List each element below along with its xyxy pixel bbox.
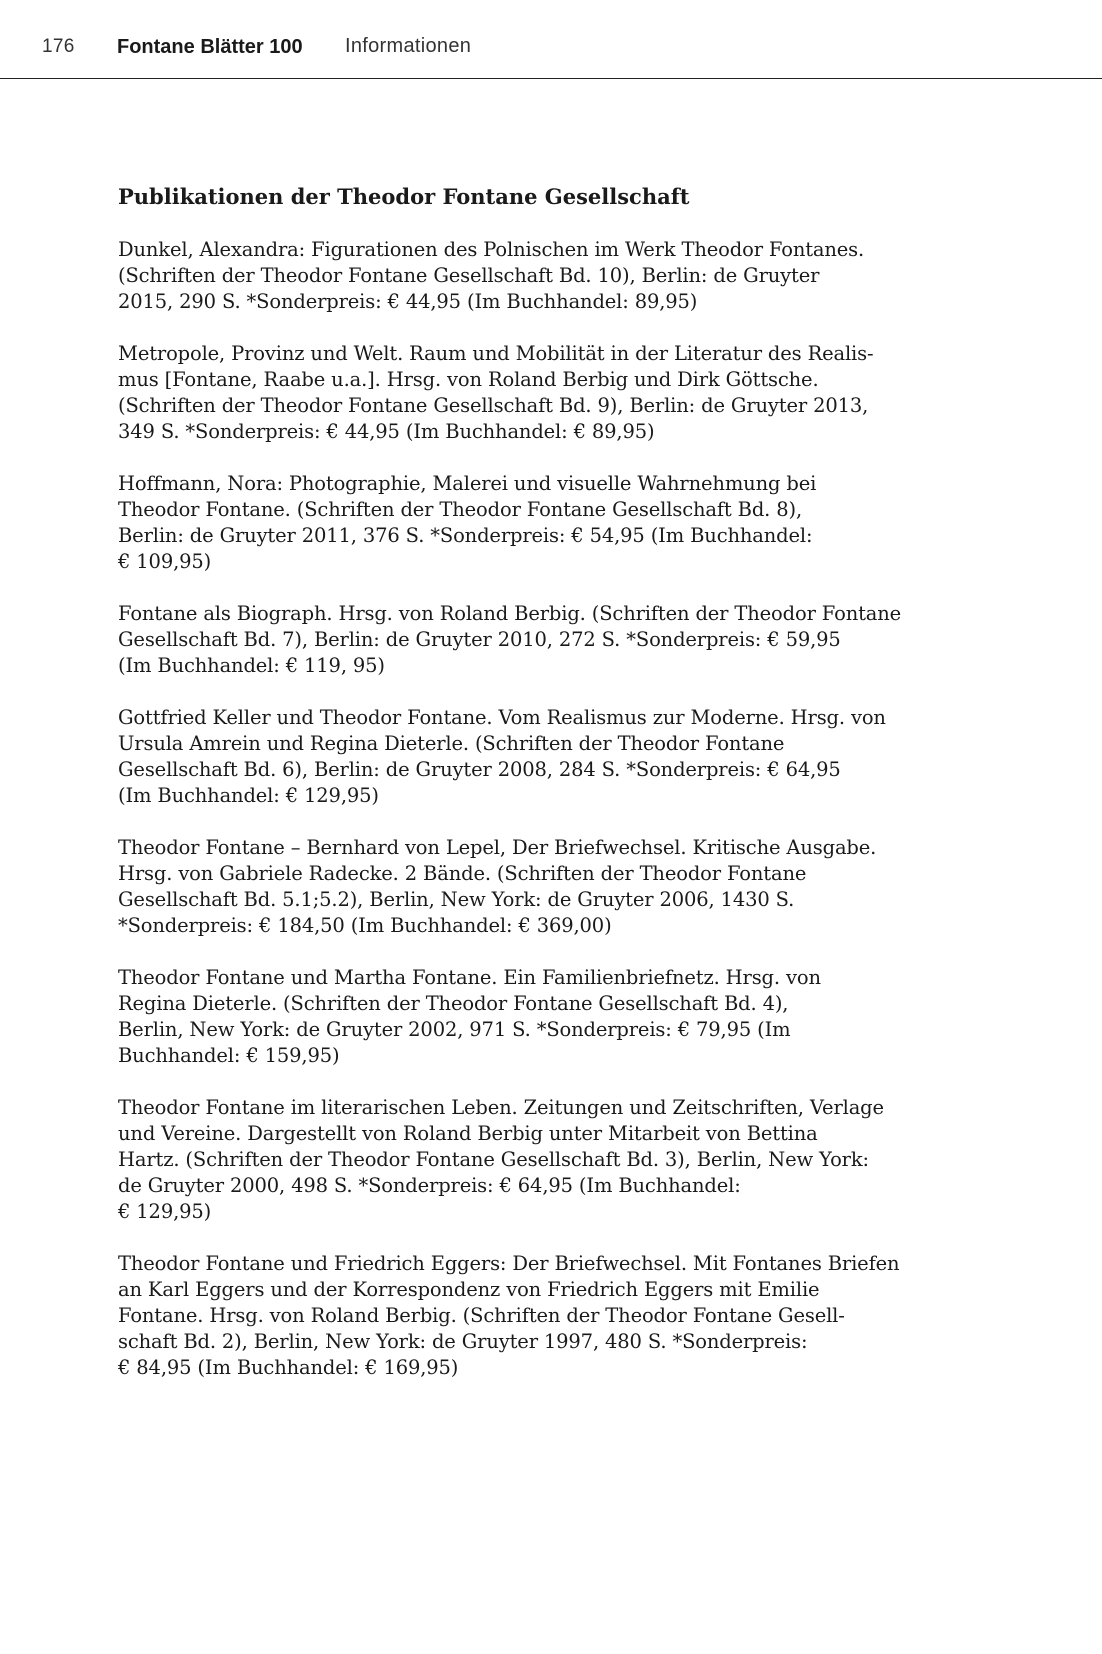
publication-entry-line: Regina Dieterle. (Schriften der Theodor Fontane Gesellschaft Bd. 4),: [118, 992, 789, 1015]
publication-entry: [118, 1095, 998, 1225]
publication-entry-line: (Im Buchhandel: € 129,95): [118, 784, 379, 807]
publication-entry-line: Theodor Fontane im literarischen Leben. Zeitungen und Zeitschriften, Verlage: [118, 1096, 884, 1119]
publication-entry-line: Dunkel, Alexandra: Figurationen des Polnischen im Werk Theodor Fontanes.: [118, 238, 865, 261]
journal-title: Fontane Blätter 100: [117, 36, 303, 58]
publication-entry-line: Gottfried Keller und Theodor Fontane. Vom Realismus zur Moderne. Hrsg. von: [118, 706, 886, 729]
publication-entry-line: (Im Buchhandel: € 119, 95): [118, 654, 385, 677]
publication-entry-line: Theodor Fontane und Martha Fontane. Ein Familienbriefnetz. Hrsg. von: [118, 966, 821, 989]
publication-entry-line: Metropole, Provinz und Welt. Raum und Mobilität in der Literatur des Realis-: [118, 342, 874, 365]
publication-entry-line: € 84,95 (Im Buchhandel: € 169,95): [118, 1356, 459, 1379]
publication-entry: [118, 601, 998, 679]
publication-entry-line: Hoffmann, Nora: Photographie, Malerei und visuelle Wahrnehmung bei: [118, 472, 817, 495]
publication-entry: [118, 471, 998, 575]
publication-entry-line: Hrsg. von Gabriele Radecke. 2 Bände. (Schriften der Theodor Fontane: [118, 862, 807, 885]
publication-entry-line: mus [Fontane, Raabe u.a.]. Hrsg. von Roland Berbig und Dirk Göttsche.: [118, 368, 819, 391]
publication-entry-line: Hartz. (Schriften der Theodor Fontane Gesellschaft Bd. 3), Berlin, New York:: [118, 1148, 869, 1171]
publication-entry-line: Theodor Fontane. (Schriften der Theodor Fontane Gesellschaft Bd. 8),: [118, 498, 803, 521]
publication-entry-line: *Sonderpreis: € 184,50 (Im Buchhandel: € 369,00): [118, 914, 612, 937]
publication-entry-line: 2015, 290 S. *Sonderpreis: € 44,95 (Im Buchhandel: 89,95): [118, 290, 698, 313]
publication-entry: [118, 965, 998, 1069]
section-name: Informationen: [345, 35, 472, 57]
publication-entry-line: an Karl Eggers und der Korrespondenz von Friedrich Eggers mit Emilie: [118, 1278, 820, 1301]
publication-entry-line: 349 S. *Sonderpreis: € 44,95 (Im Buchhandel: € 89,95): [118, 420, 655, 443]
publication-entry-line: (Schriften der Theodor Fontane Gesellschaft Bd. 10), Berlin: de Gruyter: [118, 264, 820, 287]
section-heading: Publikationen der Theodor Fontane Gesellschaft: [118, 184, 690, 209]
publication-entry: [118, 705, 998, 809]
publication-list: [118, 237, 998, 1381]
publication-entry-line: Gesellschaft Bd. 6), Berlin: de Gruyter 2008, 284 S. *Sonderpreis: € 64,95: [118, 758, 841, 781]
page-number: 176: [42, 36, 75, 57]
publication-entry-line: Fontane. Hrsg. von Roland Berbig. (Schriften der Theodor Fontane Gesell-: [118, 1304, 845, 1327]
publication-entry-line: Fontane als Biograph. Hrsg. von Roland Berbig. (Schriften der Theodor Fontane: [118, 602, 902, 625]
publication-entry-line: Theodor Fontane – Bernhard von Lepel, Der Briefwechsel. Kritische Ausgabe.: [118, 836, 877, 859]
publication-entry-line: Berlin, New York: de Gruyter 2002, 971 S. *Sonderpreis: € 79,95 (Im: [118, 1018, 791, 1041]
main-content: [118, 182, 998, 1407]
publication-entry-line: Ursula Amrein und Regina Dieterle. (Schriften der Theodor Fontane: [118, 732, 785, 755]
publication-entry: [118, 835, 998, 939]
publication-entry-line: schaft Bd. 2), Berlin, New York: de Gruyter 1997, 480 S. *Sonderpreis:: [118, 1330, 808, 1353]
publication-entry-line: Berlin: de Gruyter 2011, 376 S. *Sonderpreis: € 54,95 (Im Buchhandel:: [118, 524, 813, 547]
publication-entry: [118, 341, 998, 445]
publication-entry-line: Gesellschaft Bd. 7), Berlin: de Gruyter 2010, 272 S. *Sonderpreis: € 59,95: [118, 628, 841, 651]
publication-entry-line: (Schriften der Theodor Fontane Gesellschaft Bd. 9), Berlin: de Gruyter 2013,: [118, 394, 869, 417]
running-head: [0, 0, 1102, 79]
publication-entry-line: € 109,95): [118, 550, 212, 573]
publication-entry-line: de Gruyter 2000, 498 S. *Sonderpreis: € 64,95 (Im Buchhandel:: [118, 1174, 741, 1197]
publication-entry-line: € 129,95): [118, 1200, 212, 1223]
publication-entry-line: Gesellschaft Bd. 5.1;5.2), Berlin, New York: de Gruyter 2006, 1430 S.: [118, 888, 795, 911]
publication-entry: [118, 1251, 998, 1381]
publication-entry-line: Theodor Fontane und Friedrich Eggers: Der Briefwechsel. Mit Fontanes Briefen: [118, 1252, 900, 1275]
publication-entry-line: Buchhandel: € 159,95): [118, 1044, 340, 1067]
publication-entry: [118, 237, 998, 315]
publication-entry-line: und Vereine. Dargestellt von Roland Berbig unter Mitarbeit von Bettina: [118, 1122, 818, 1145]
